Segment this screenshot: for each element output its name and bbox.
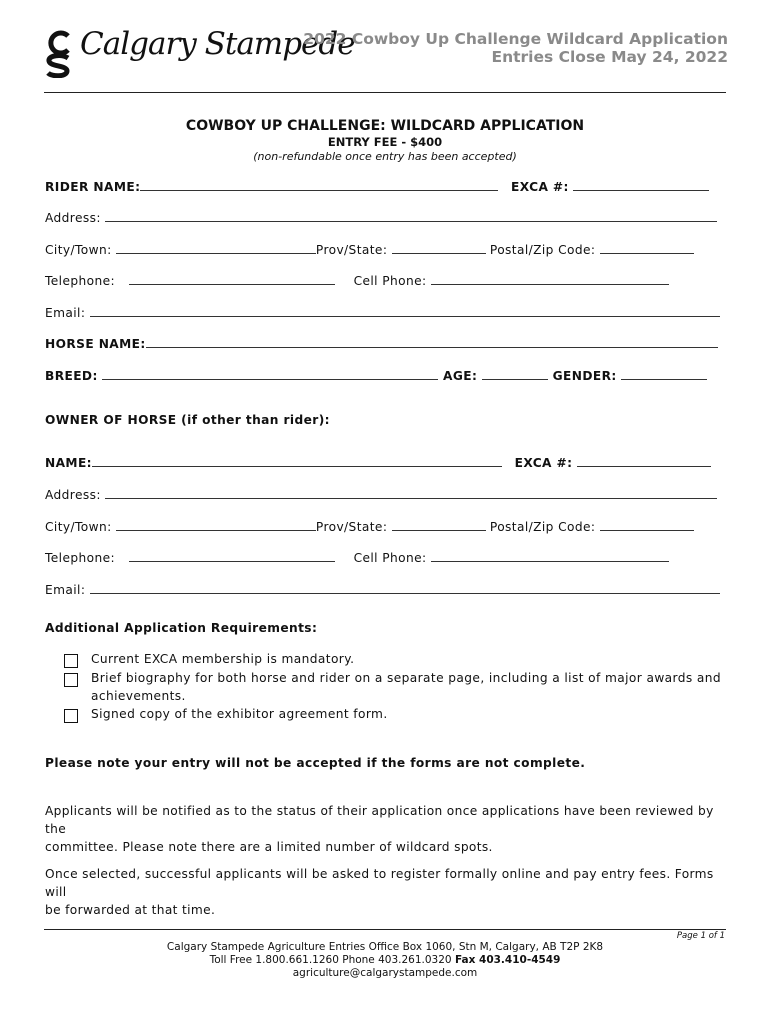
- owner-address-row: [45, 486, 717, 502]
- owner-address-label: Address:: [45, 488, 101, 502]
- requirement-checkbox-2[interactable]: [64, 673, 78, 687]
- horse-name-field[interactable]: [146, 335, 718, 348]
- owner-telephone-label: Telephone:: [45, 551, 115, 565]
- requirement-label-2: Brief biography for both horse and rider on a separate page, including a list of major awards and: [91, 671, 722, 685]
- cs-logo-mark: [44, 30, 72, 78]
- owner-heading: OWNER OF HORSE (if other than rider):: [45, 413, 330, 427]
- horse-gender-label: GENDER:: [552, 369, 617, 383]
- rider-telephone-label: Telephone:: [45, 274, 115, 288]
- horse-details-row: [45, 367, 707, 383]
- rider-postal-field[interactable]: [600, 241, 694, 254]
- requirements-heading: Additional Application Requirements:: [45, 621, 318, 635]
- owner-telephone-field[interactable]: [129, 549, 335, 562]
- header-deadline: Entries Close May 24, 2022: [491, 48, 728, 66]
- horse-name-row: [45, 335, 718, 351]
- rider-email-label: Email:: [45, 306, 86, 320]
- rider-address-row: [45, 209, 717, 225]
- footer-address: Calgary Stampede Agriculture Entries Office Box 1060, Stn M, Calgary, AB T2P 2K8: [166, 941, 604, 953]
- rider-city-label: City/Town:: [45, 243, 112, 257]
- footer-email[interactable]: agriculture@calgarystampede.com: [292, 967, 478, 979]
- horse-breed-label: BREED:: [45, 369, 98, 383]
- rider-name-label: RIDER NAME:: [45, 180, 141, 194]
- rider-name-field[interactable]: [140, 178, 498, 191]
- owner-name-label: NAME:: [45, 456, 92, 470]
- rider-city-row: [45, 241, 694, 257]
- rider-city-field[interactable]: [116, 241, 316, 254]
- entry-fee: ENTRY FEE - $400: [327, 135, 443, 149]
- owner-email-field[interactable]: [90, 581, 720, 594]
- owner-name-field[interactable]: [92, 454, 502, 467]
- rider-email-field[interactable]: [90, 304, 720, 317]
- rider-postal-label: Postal/Zip Code:: [489, 243, 596, 257]
- owner-cell-label: Cell Phone:: [353, 551, 427, 565]
- owner-city-field[interactable]: [116, 518, 316, 531]
- owner-exca-field[interactable]: [577, 454, 711, 467]
- owner-prov-field[interactable]: [392, 518, 486, 531]
- owner-name-row: [45, 454, 711, 470]
- rider-cell-field[interactable]: [431, 272, 669, 285]
- rider-prov-field[interactable]: [392, 241, 486, 254]
- notification-line-1: Applicants will be notified as to the status of their application once applications have been reviewed by the: [45, 804, 714, 836]
- registration-paragraph: [45, 865, 735, 919]
- form-title: COWBOY UP CHALLENGE: WILDCARD APPLICATION: [185, 118, 585, 134]
- rider-phone-row: [45, 272, 669, 288]
- rider-email-row: [45, 304, 720, 320]
- completion-warning: Please note your entry will not be accepted if the forms are not complete.: [45, 756, 586, 770]
- horse-age-field[interactable]: [482, 367, 548, 380]
- requirement-label-3: Signed copy of the exhibitor agreement form.: [91, 707, 388, 721]
- horse-age-label: AGE:: [443, 369, 478, 383]
- owner-phone-row: [45, 549, 669, 565]
- owner-prov-label: Prov/State:: [315, 520, 388, 534]
- owner-city-label: City/Town:: [45, 520, 112, 534]
- requirement-label-2-cont: achievements.: [91, 689, 186, 703]
- owner-postal-field[interactable]: [600, 518, 694, 531]
- registration-line-1: Once selected, successful applicants will be asked to register formally online and pay entry fees. Forms will: [45, 867, 714, 899]
- horse-name-label: HORSE NAME:: [45, 337, 146, 351]
- rider-telephone-field[interactable]: [129, 272, 335, 285]
- owner-city-row: [45, 518, 694, 534]
- footer-divider: [44, 929, 726, 930]
- notification-line-2: committee. Please note there are a limited number of wildcard spots.: [45, 840, 493, 854]
- rider-address-field[interactable]: [105, 209, 717, 222]
- page-number: Page 1 of 1: [676, 931, 725, 941]
- rider-prov-label: Prov/State:: [315, 243, 388, 257]
- horse-gender-field[interactable]: [621, 367, 707, 380]
- owner-postal-label: Postal/Zip Code:: [489, 520, 596, 534]
- calgary-stampede-logo: Calgary Stampede: [80, 26, 355, 62]
- owner-email-row: [45, 581, 720, 597]
- rider-exca-label: EXCA #:: [511, 180, 569, 194]
- footer-phone: Toll Free 1.800.661.1260 Phone 403.261.0320: [209, 954, 455, 966]
- notification-paragraph: [45, 802, 735, 856]
- fee-note: (non-refundable once entry has been accepted): [253, 150, 517, 163]
- requirement-checkbox-3[interactable]: [64, 709, 78, 723]
- footer-contact: [44, 954, 726, 966]
- rider-cell-label: Cell Phone:: [353, 274, 427, 288]
- owner-address-field[interactable]: [105, 486, 717, 499]
- footer-fax: Fax 403.410-4549: [454, 954, 561, 966]
- rider-exca-field[interactable]: [573, 178, 709, 191]
- horse-breed-field[interactable]: [102, 367, 438, 380]
- header-divider: [44, 92, 726, 93]
- owner-exca-label: EXCA #:: [514, 456, 573, 470]
- requirement-checkbox-1[interactable]: [64, 654, 78, 668]
- header-title: 2022 Cowboy Up Challenge Wildcard Application: [303, 30, 728, 48]
- registration-line-2: be forwarded at that time.: [45, 903, 216, 917]
- rider-name-row: [45, 178, 709, 194]
- rider-address-label: Address:: [45, 211, 101, 225]
- owner-email-label: Email:: [45, 583, 86, 597]
- owner-cell-field[interactable]: [431, 549, 669, 562]
- requirement-label-1: Current EXCA membership is mandatory.: [91, 652, 355, 666]
